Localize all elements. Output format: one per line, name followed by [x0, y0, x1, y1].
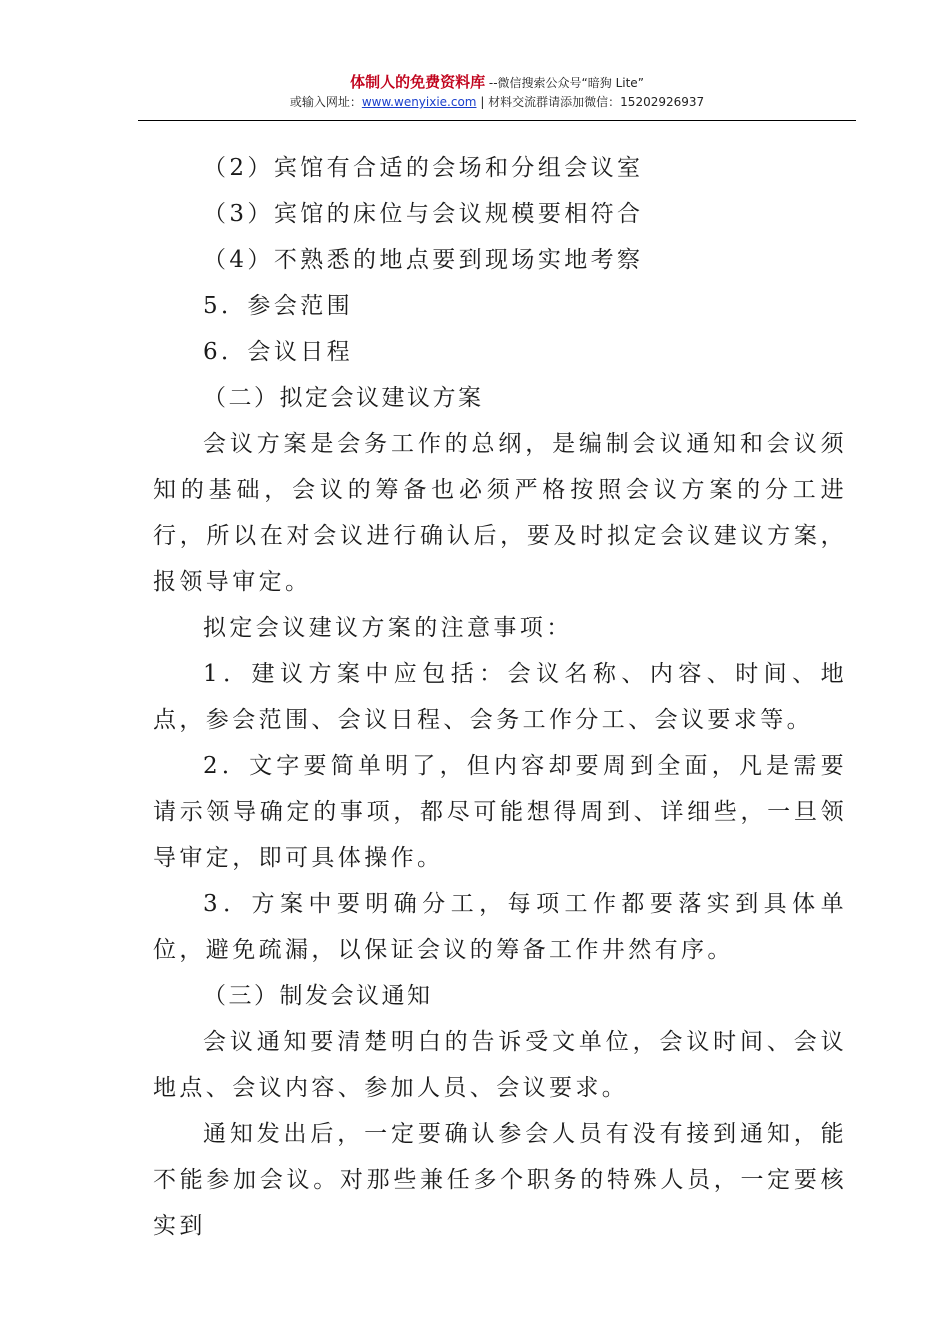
header-url-link[interactable]: www.wenyixie.com	[361, 95, 477, 109]
list-item-agenda: 6．会议日程	[203, 339, 354, 365]
document-body	[153, 145, 847, 1249]
header-line-1	[138, 72, 856, 93]
header-divider	[138, 120, 856, 121]
section-heading-proposal: （二）拟定会议建议方案	[203, 385, 484, 411]
paragraph-note-3: 3．方案中要明确分工，每项工作都要落实到具体单位，避免疏漏，以保证会议的筹备工作井然有序。	[153, 891, 847, 963]
list-item-attendee-scope: 5．参会范围	[203, 293, 354, 319]
list-item-venue-rooms: （2）宾馆有合适的会场和分组会议室	[203, 155, 644, 181]
list-item-site-visit: （4）不熟悉的地点要到现场实地考察	[203, 247, 644, 273]
paragraph-note-1: 1．建议方案中应包括：会议名称、内容、时间、地点，参会范围、会议日程、会务工作分工、会议要求等。	[153, 661, 847, 733]
header-line-2	[138, 93, 856, 111]
paragraph-notice-content: 会议通知要清楚明白的告诉受文单位，会议时间、会议地点、会议内容、参加人员、会议要求。	[153, 1029, 847, 1101]
header-url-prefix: 或输入网址：	[289, 95, 362, 109]
paragraph-proposal-intro: 会议方案是会务工作的总纲，是编制会议通知和会议须知的基础，会议的筹备也必须严格按照会议方案的分工进行，所以在对会议进行确认后，要及时拟定会议建议方案，报领导审定。	[153, 431, 847, 595]
list-item-venue-beds: （3）宾馆的床位与会议规模要相符合	[203, 201, 644, 227]
header-contact: | 材料交流群请添加微信：15202926937	[476, 95, 705, 109]
paragraph-proposal-notes: 拟定会议建议方案的注意事项：	[203, 615, 573, 641]
header-brand: 体制人的免费资料库	[350, 73, 486, 91]
section-heading-notice: （三）制发会议通知	[203, 983, 433, 1009]
paragraph-notice-followup: 通知发出后，一定要确认参会人员有没有接到通知，能不能参加会议。对那些兼任多个职务的特殊人员，一定要核实到	[153, 1121, 847, 1239]
header-tagline: --微信搜索公众号“暗狗 Lite”	[485, 76, 644, 90]
paragraph-note-2: 2．文字要简单明了，但内容却要周到全面，凡是需要请示领导确定的事项，都尽可能想得周到、详细些，一旦领导审定，即可具体操作。	[153, 753, 847, 871]
page-header	[138, 72, 856, 111]
